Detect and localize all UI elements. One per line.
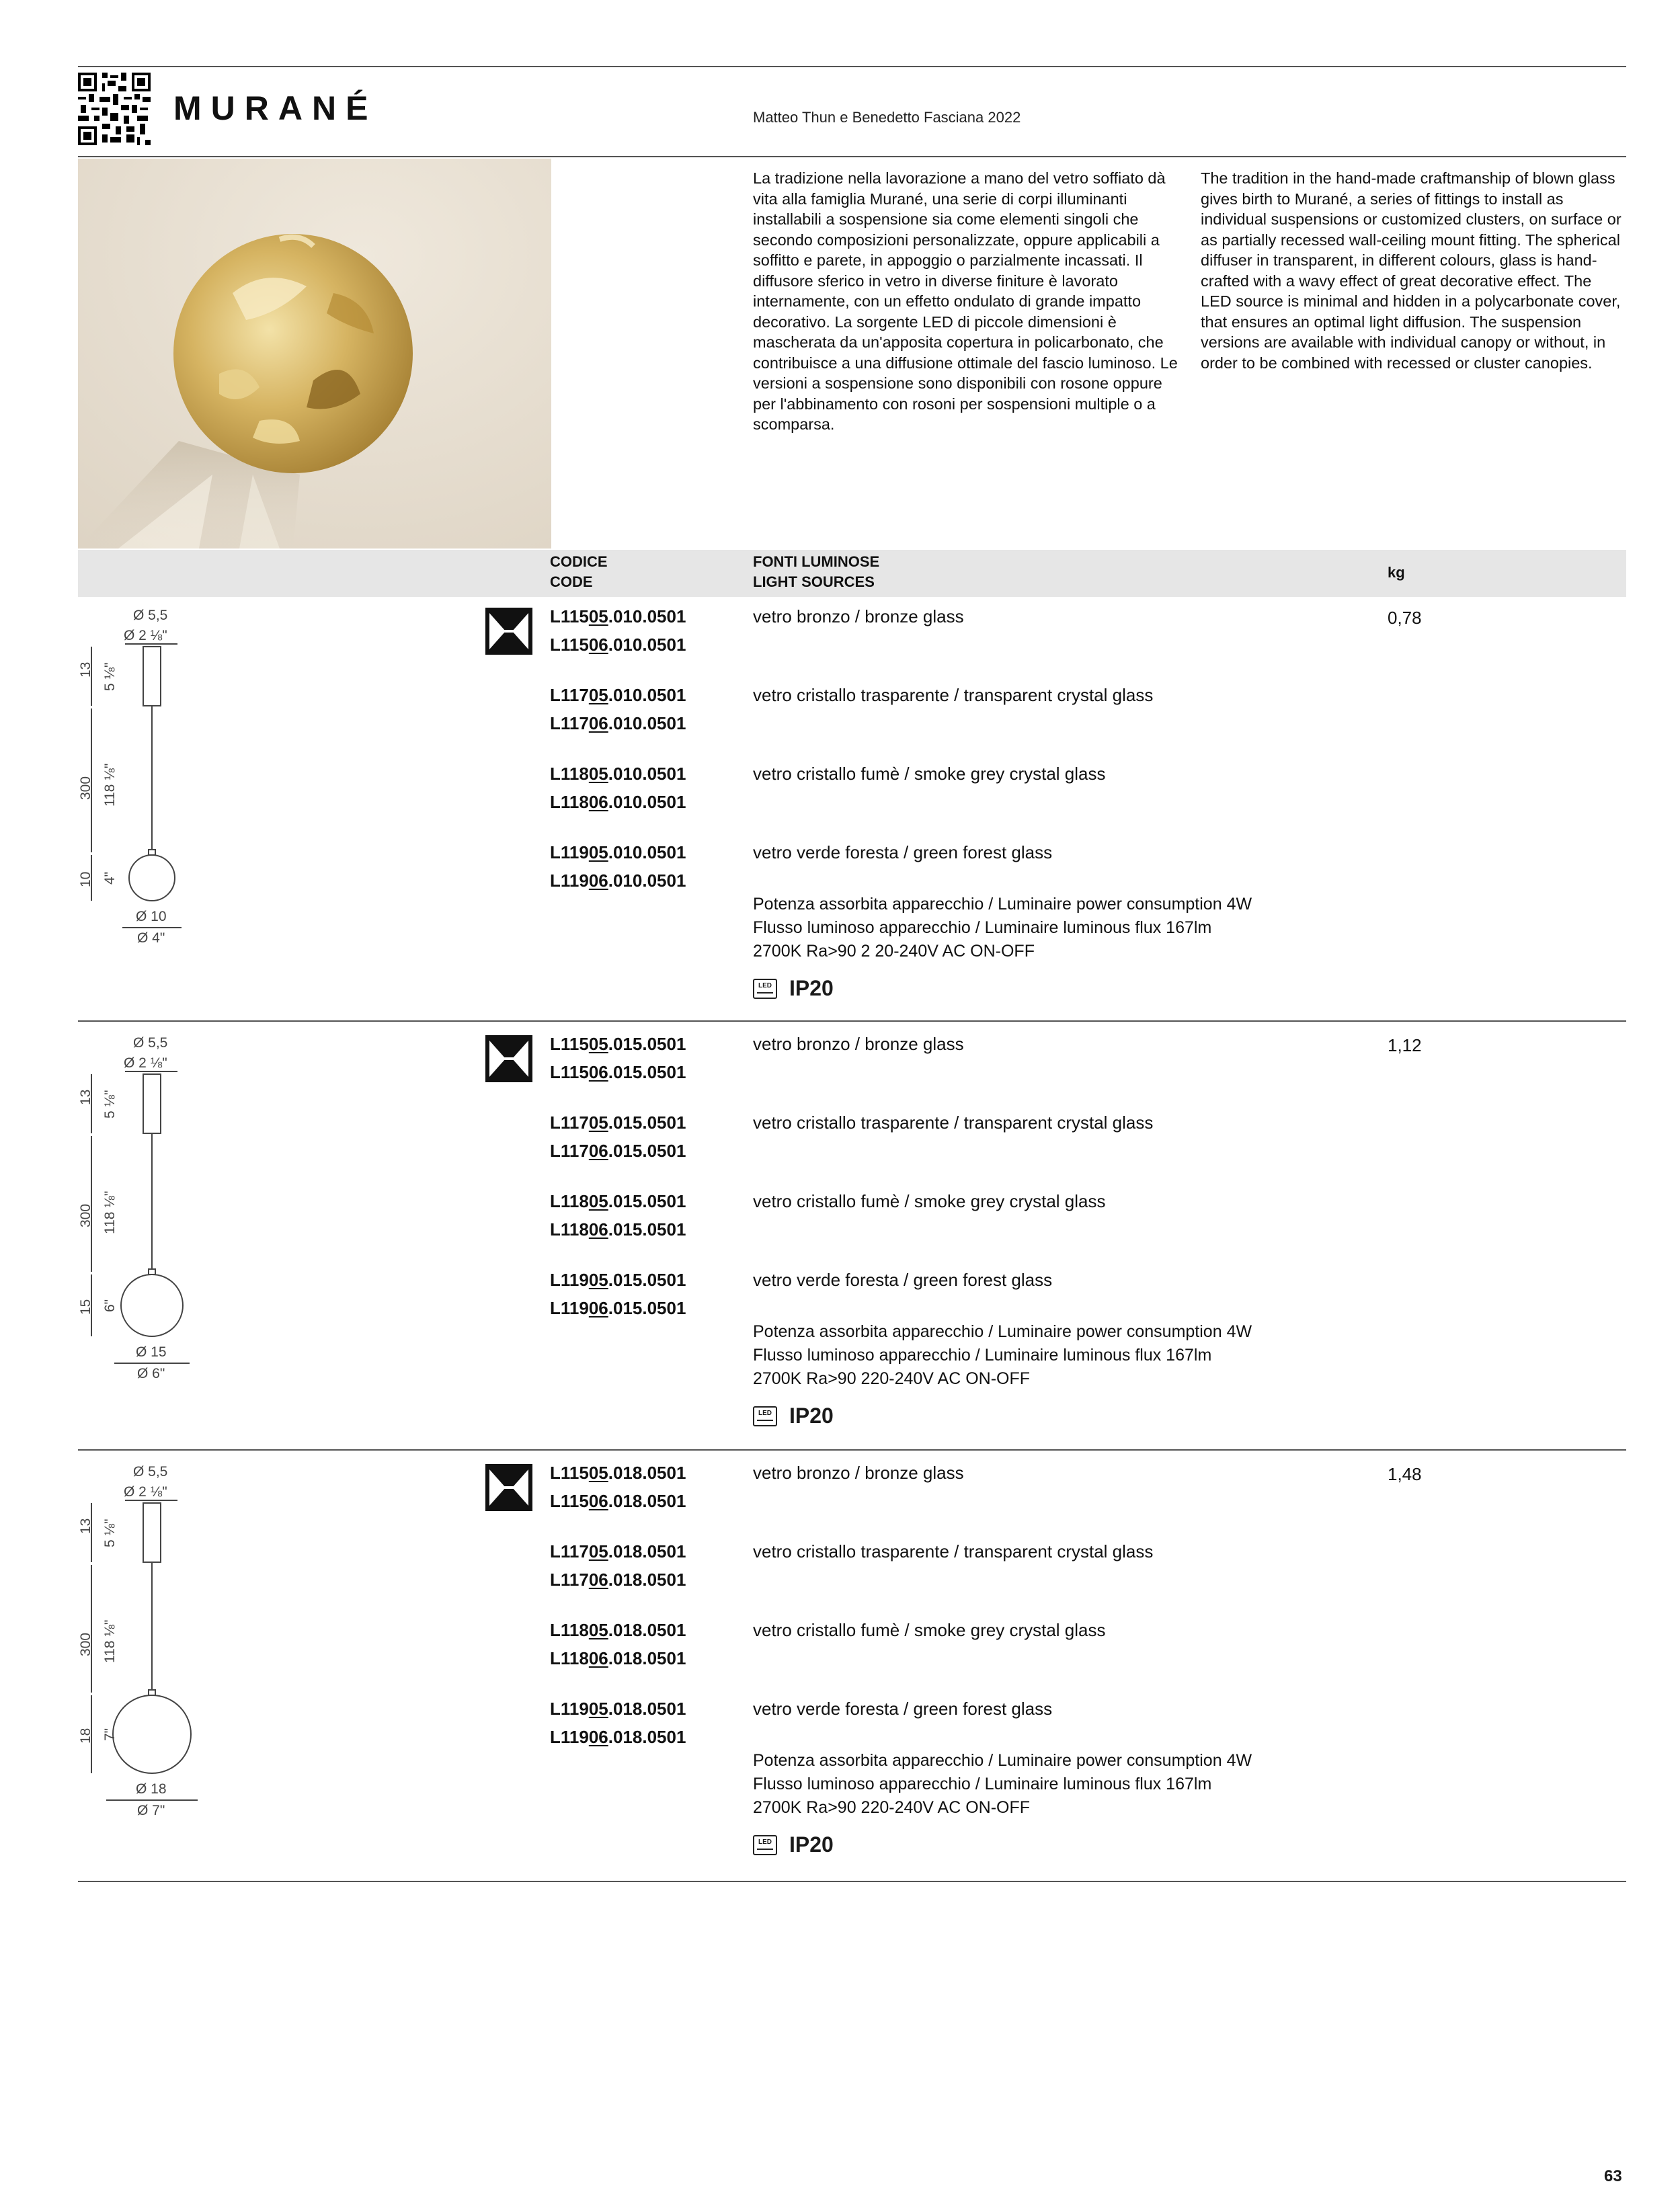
dim-cable-length: 300 bbox=[78, 1203, 93, 1227]
product-code: L11805.010.0501 L11806.010.0501 bbox=[550, 764, 686, 812]
light-source: vetro cristallo fumè / smoke grey crystal glass bbox=[753, 764, 1106, 784]
light-source: vetro verde foresta / green forest glass bbox=[753, 842, 1053, 862]
weight-kg: 0,78 bbox=[1388, 608, 1422, 628]
spec-flux: Flusso luminoso apparecchio / Luminaire luminous flux 167lm bbox=[753, 1346, 1212, 1365]
spec-flux: Flusso luminoso apparecchio / Luminaire luminous flux 167lm bbox=[753, 1775, 1212, 1793]
dim-sphere-height: 18 bbox=[78, 1728, 93, 1744]
light-source: vetro bronzo / bronze glass bbox=[753, 1463, 964, 1483]
product-code: L11805.018.0501 L11806.018.0501 bbox=[550, 1620, 686, 1668]
product-code: L11705.010.0501 L11706.010.0501 bbox=[550, 685, 686, 733]
header-sources-en: LIGHT SOURCES bbox=[753, 573, 875, 590]
product-code: L11905.010.0501 L11906.010.0501 bbox=[550, 842, 686, 891]
header-sources-it: FONTI LUMINOSE bbox=[753, 553, 880, 570]
product-code: L11905.015.0501 L11906.015.0501 bbox=[550, 1270, 686, 1318]
header-code-it: CODICE bbox=[550, 553, 608, 570]
ip-rating bbox=[753, 1404, 834, 1428]
led-icon: LED bbox=[753, 1835, 777, 1855]
weight-kg: 1,12 bbox=[1388, 1035, 1422, 1055]
led-icon: LED bbox=[753, 1406, 777, 1426]
product-code: L11505.010.0501 L11506.010.0501 bbox=[550, 606, 686, 655]
dim-sphere-diameter: Ø 15 bbox=[136, 1344, 167, 1360]
spec-electrical: 2700K Ra>90 220-240V AC ON-OFF bbox=[753, 1798, 1031, 1817]
product-photo bbox=[78, 159, 551, 549]
light-source: vetro verde foresta / green forest glass bbox=[753, 1699, 1053, 1719]
dimension-drawing bbox=[78, 1456, 226, 1834]
header-code-en: CODE bbox=[550, 573, 593, 590]
dim-canopy-diameter-in: Ø 2 ⅛" bbox=[124, 628, 167, 643]
led-icon: LED bbox=[753, 979, 777, 999]
dim-canopy-height: 13 bbox=[78, 661, 93, 678]
spec-power: Potenza assorbita apparecchio / Luminaire power consumption 4W bbox=[753, 1322, 1252, 1341]
dimension-drawing bbox=[78, 600, 226, 961]
light-source: vetro bronzo / bronze glass bbox=[753, 1034, 964, 1054]
dim-sphere-diameter-in: Ø 6" bbox=[137, 1366, 165, 1381]
product-code: L11705.018.0501 L11706.018.0501 bbox=[550, 1541, 686, 1590]
page-number: 63 bbox=[1604, 2167, 1622, 2185]
dim-canopy-diameter: Ø 5,5 bbox=[133, 1464, 168, 1479]
dim-canopy-height: 13 bbox=[78, 1518, 93, 1534]
suspension-mount-icon bbox=[485, 608, 532, 655]
light-source: vetro cristallo fumè / smoke grey crystal glass bbox=[753, 1620, 1106, 1640]
product-code: L11905.018.0501 L11906.018.0501 bbox=[550, 1699, 686, 1747]
product-code: L11505.018.0501 L11506.018.0501 bbox=[550, 1463, 686, 1511]
spec-electrical: 2700K Ra>90 2 20-240V AC ON-OFF bbox=[753, 942, 1035, 961]
spec-flux: Flusso luminoso apparecchio / Luminaire luminous flux 167lm bbox=[753, 918, 1212, 937]
dim-canopy-height-in: 5 ⅛" bbox=[102, 662, 118, 691]
dim-canopy-diameter: Ø 5,5 bbox=[133, 1035, 168, 1051]
dimension-drawing bbox=[78, 1027, 226, 1397]
dim-canopy-diameter: Ø 5,5 bbox=[133, 608, 168, 623]
designer-credit: Matteo Thun e Benedetto Fasciana 2022 bbox=[753, 109, 1021, 126]
light-source: vetro cristallo fumè / smoke grey crystal glass bbox=[753, 1191, 1106, 1211]
block-separator bbox=[78, 1449, 1626, 1451]
dim-sphere-diameter-in: Ø 7" bbox=[137, 1803, 165, 1818]
product-code: L11805.015.0501 L11806.015.0501 bbox=[550, 1191, 686, 1240]
ip-rating-text: IP20 bbox=[789, 976, 834, 1000]
dim-sphere-height-in: 4" bbox=[102, 871, 118, 885]
block-separator bbox=[78, 1020, 1626, 1022]
description-italian: La tradizione nella lavorazione a mano del vetro soffiato dà vita alla famiglia Murané, una serie di corpi illuminanti installabili a sospensione sia come elementi singoli che secondo composizioni personalizzate, oppure applicabili a soffitto e parete, in appoggio o parzialmente incassati. Il diffusore sferico in vetro in diverse finiture è lavorato internamente, con un effetto ondulato di grande impatto decorativo. La sorgente LED di piccole dimensioni è mascherata da un'apposita copertura in policarbonato, che contribuisce a una diffusione ottimale del fascio luminoso. Le versioni a sospensione sono disponibili con rosone oppure per l'abbinamento con rosoni per sospensioni multiple o a scomparsa. bbox=[753, 169, 1178, 433]
dim-canopy-height-in: 5 ⅛" bbox=[102, 1090, 118, 1119]
dim-cable-length: 300 bbox=[78, 1632, 93, 1656]
product-code: L11505.015.0501 L11506.015.0501 bbox=[550, 1034, 686, 1082]
spec-power: Potenza assorbita apparecchio / Luminaire power consumption 4W bbox=[753, 1751, 1252, 1770]
product-code: L11705.015.0501 L11706.015.0501 bbox=[550, 1112, 686, 1161]
light-source: vetro cristallo trasparente / transparent crystal glass bbox=[753, 1541, 1154, 1562]
description-english: The tradition in the hand-made craftmanship of blown glass gives birth to Murané, a series of fittings to install as individual suspensions or customized clusters, on surface or as partially recessed wall-ceiling mount fitting. The spherical diffuser in transparent, in different colours, glass is hand-crafted with a wavy effect of great decorative effect. The LED source is minimal and hidden in a polycarbonate cover, that ensures an optimal light diffusion. The suspension versions are available with individual canopy or without, in order to be combined with recessed or cluster canopies. bbox=[1201, 169, 1622, 372]
ip-rating bbox=[753, 976, 834, 1001]
dim-sphere-height: 15 bbox=[78, 1299, 93, 1315]
dim-cable-length-in: 118 ⅛" bbox=[102, 1190, 118, 1234]
light-source: vetro bronzo / bronze glass bbox=[753, 606, 964, 626]
ip-rating-text: IP20 bbox=[789, 1404, 834, 1428]
dim-cable-length: 300 bbox=[78, 776, 93, 800]
dim-sphere-diameter-in: Ø 4" bbox=[137, 930, 165, 946]
dim-sphere-height: 10 bbox=[78, 871, 93, 887]
dim-canopy-height-in: 5 ⅛" bbox=[102, 1518, 118, 1547]
dim-sphere-height-in: 7" bbox=[102, 1728, 118, 1741]
weight-kg: 1,48 bbox=[1388, 1464, 1422, 1484]
bottom-rule bbox=[78, 1881, 1626, 1882]
header-rule bbox=[78, 156, 1626, 157]
light-source: vetro cristallo trasparente / transparent crystal glass bbox=[753, 685, 1154, 705]
light-source: vetro verde foresta / green forest glass bbox=[753, 1270, 1053, 1290]
qr-code-icon bbox=[78, 73, 151, 145]
dim-sphere-height-in: 6" bbox=[102, 1299, 118, 1312]
dim-sphere-diameter: Ø 18 bbox=[136, 1781, 167, 1797]
top-rule bbox=[78, 66, 1626, 67]
dim-canopy-height: 13 bbox=[78, 1089, 93, 1105]
dim-sphere-diameter: Ø 10 bbox=[136, 909, 167, 924]
brand-title: MURANÉ bbox=[173, 89, 378, 127]
dim-canopy-diameter-in: Ø 2 ⅛" bbox=[124, 1055, 167, 1071]
dim-cable-length-in: 118 ⅛" bbox=[102, 763, 118, 807]
ip-rating bbox=[753, 1832, 834, 1857]
dim-canopy-diameter-in: Ø 2 ⅛" bbox=[124, 1484, 167, 1500]
suspension-mount-icon bbox=[485, 1035, 532, 1082]
dim-cable-length-in: 118 ⅛" bbox=[102, 1619, 118, 1663]
spec-electrical: 2700K Ra>90 220-240V AC ON-OFF bbox=[753, 1369, 1031, 1388]
suspension-mount-icon bbox=[485, 1464, 532, 1511]
ip-rating-text: IP20 bbox=[789, 1832, 834, 1857]
light-source: vetro cristallo trasparente / transparent crystal glass bbox=[753, 1112, 1154, 1133]
header-kg: kg bbox=[1388, 564, 1405, 581]
spec-power: Potenza assorbita apparecchio / Luminaire power consumption 4W bbox=[753, 895, 1252, 914]
